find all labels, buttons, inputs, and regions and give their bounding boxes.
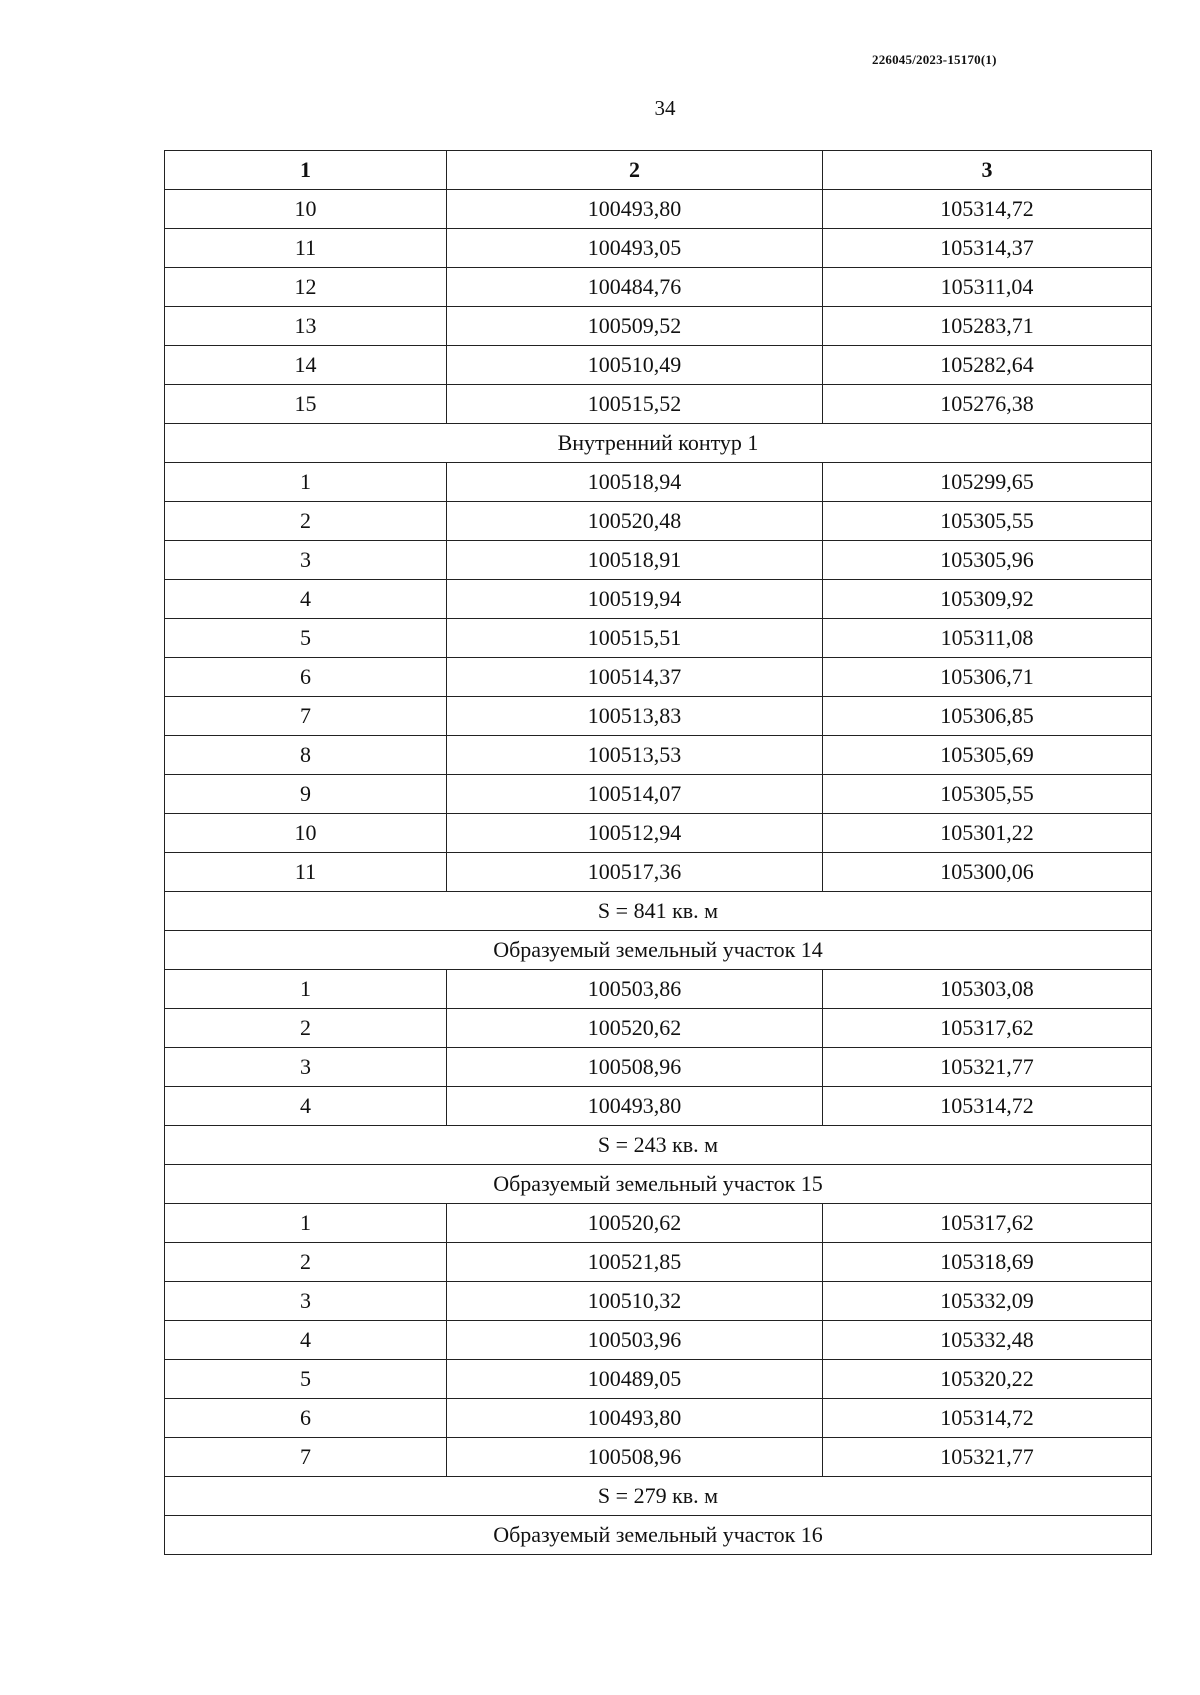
- table-row: [165, 385, 1152, 424]
- x-coordinate-cell: 100508,96: [447, 1438, 823, 1477]
- table-row: [165, 619, 1152, 658]
- table-row: [165, 1282, 1152, 1321]
- x-coordinate-cell: 100520,62: [447, 1204, 823, 1243]
- table-row: [165, 1204, 1152, 1243]
- table-row: [165, 853, 1152, 892]
- point-number-cell: 4: [165, 1321, 447, 1360]
- table-row: [165, 814, 1152, 853]
- point-number-cell: 3: [165, 1282, 447, 1321]
- y-coordinate-cell: 105309,92: [823, 580, 1152, 619]
- section-heading-row: [165, 1165, 1152, 1204]
- table-row: [165, 190, 1152, 229]
- y-coordinate-cell: 105305,69: [823, 736, 1152, 775]
- point-number-cell: 13: [165, 307, 447, 346]
- y-coordinate-cell: 105300,06: [823, 853, 1152, 892]
- x-coordinate-cell: 100510,32: [447, 1282, 823, 1321]
- x-coordinate-cell: 100493,80: [447, 190, 823, 229]
- x-coordinate-cell: 100489,05: [447, 1360, 823, 1399]
- y-coordinate-cell: 105283,71: [823, 307, 1152, 346]
- x-coordinate-cell: 100515,52: [447, 385, 823, 424]
- point-number-cell: 9: [165, 775, 447, 814]
- y-coordinate-cell: 105303,08: [823, 970, 1152, 1009]
- point-number-cell: 11: [165, 229, 447, 268]
- point-number-cell: 1: [165, 970, 447, 1009]
- x-coordinate-cell: 100493,80: [447, 1087, 823, 1126]
- y-coordinate-cell: 105332,09: [823, 1282, 1152, 1321]
- y-coordinate-cell: 105314,72: [823, 190, 1152, 229]
- y-coordinate-cell: 105317,62: [823, 1009, 1152, 1048]
- column-header-2: 2: [447, 151, 823, 190]
- point-number-cell: 10: [165, 814, 447, 853]
- section-heading: Образуемый земельный участок 16: [165, 1516, 1152, 1555]
- x-coordinate-cell: 100517,36: [447, 853, 823, 892]
- x-coordinate-cell: 100512,94: [447, 814, 823, 853]
- y-coordinate-cell: 105276,38: [823, 385, 1152, 424]
- x-coordinate-cell: 100484,76: [447, 268, 823, 307]
- table-row: [165, 580, 1152, 619]
- y-coordinate-cell: 105311,04: [823, 268, 1152, 307]
- point-number-cell: 8: [165, 736, 447, 775]
- area-value: S = 243 кв. м: [165, 1126, 1152, 1165]
- y-coordinate-cell: 105321,77: [823, 1438, 1152, 1477]
- x-coordinate-cell: 100520,62: [447, 1009, 823, 1048]
- point-number-cell: 2: [165, 1009, 447, 1048]
- area-row: [165, 1477, 1152, 1516]
- document-id: 226045/2023-15170(1): [872, 52, 997, 67]
- x-coordinate-cell: 100520,48: [447, 502, 823, 541]
- x-coordinate-cell: 100509,52: [447, 307, 823, 346]
- point-number-cell: 7: [165, 697, 447, 736]
- table-row: [165, 1438, 1152, 1477]
- point-number-cell: 2: [165, 502, 447, 541]
- section-heading-row: [165, 1516, 1152, 1555]
- x-coordinate-cell: 100493,05: [447, 229, 823, 268]
- point-number-cell: 4: [165, 580, 447, 619]
- y-coordinate-cell: 105314,72: [823, 1087, 1152, 1126]
- section-heading-row: [165, 931, 1152, 970]
- point-number-cell: 10: [165, 190, 447, 229]
- area-row: [165, 892, 1152, 931]
- table-row: [165, 1360, 1152, 1399]
- y-coordinate-cell: 105305,55: [823, 502, 1152, 541]
- coordinates-table: [164, 150, 1152, 1555]
- coordinates-table-body: [165, 190, 1152, 1555]
- x-coordinate-cell: 100508,96: [447, 1048, 823, 1087]
- table-row: [165, 775, 1152, 814]
- y-coordinate-cell: 105299,65: [823, 463, 1152, 502]
- x-coordinate-cell: 100514,07: [447, 775, 823, 814]
- point-number-cell: 2: [165, 1243, 447, 1282]
- x-coordinate-cell: 100514,37: [447, 658, 823, 697]
- table-row: [165, 1399, 1152, 1438]
- table-row: [165, 1243, 1152, 1282]
- table-row: [165, 268, 1152, 307]
- x-coordinate-cell: 100521,85: [447, 1243, 823, 1282]
- y-coordinate-cell: 105305,96: [823, 541, 1152, 580]
- point-number-cell: 3: [165, 541, 447, 580]
- table-row: [165, 697, 1152, 736]
- x-coordinate-cell: 100503,96: [447, 1321, 823, 1360]
- table-row: [165, 346, 1152, 385]
- point-number-cell: 7: [165, 1438, 447, 1477]
- x-coordinate-cell: 100510,49: [447, 346, 823, 385]
- y-coordinate-cell: 105320,22: [823, 1360, 1152, 1399]
- table-row: [165, 1321, 1152, 1360]
- table-row: [165, 970, 1152, 1009]
- section-heading: Образуемый земельный участок 14: [165, 931, 1152, 970]
- y-coordinate-cell: 105305,55: [823, 775, 1152, 814]
- point-number-cell: 11: [165, 853, 447, 892]
- y-coordinate-cell: 105301,22: [823, 814, 1152, 853]
- x-coordinate-cell: 100515,51: [447, 619, 823, 658]
- point-number-cell: 1: [165, 463, 447, 502]
- area-value: S = 841 кв. м: [165, 892, 1152, 931]
- table-row: [165, 307, 1152, 346]
- point-number-cell: 3: [165, 1048, 447, 1087]
- y-coordinate-cell: 105306,71: [823, 658, 1152, 697]
- page-number: 34: [654, 96, 676, 120]
- point-number-cell: 15: [165, 385, 447, 424]
- point-number-cell: 12: [165, 268, 447, 307]
- area-value: S = 279 кв. м: [165, 1477, 1152, 1516]
- table-row: [165, 1048, 1152, 1087]
- table-row: [165, 736, 1152, 775]
- section-heading: Внутренний контур 1: [165, 424, 1152, 463]
- x-coordinate-cell: 100518,94: [447, 463, 823, 502]
- area-row: [165, 1126, 1152, 1165]
- y-coordinate-cell: 105314,37: [823, 229, 1152, 268]
- column-header-3: 3: [823, 151, 1152, 190]
- y-coordinate-cell: 105282,64: [823, 346, 1152, 385]
- point-number-cell: 4: [165, 1087, 447, 1126]
- y-coordinate-cell: 105318,69: [823, 1243, 1152, 1282]
- y-coordinate-cell: 105306,85: [823, 697, 1152, 736]
- x-coordinate-cell: 100513,53: [447, 736, 823, 775]
- y-coordinate-cell: 105321,77: [823, 1048, 1152, 1087]
- section-heading-row: [165, 424, 1152, 463]
- y-coordinate-cell: 105332,48: [823, 1321, 1152, 1360]
- x-coordinate-cell: 100493,80: [447, 1399, 823, 1438]
- point-number-cell: 6: [165, 658, 447, 697]
- point-number-cell: 5: [165, 1360, 447, 1399]
- y-coordinate-cell: 105311,08: [823, 619, 1152, 658]
- x-coordinate-cell: 100518,91: [447, 541, 823, 580]
- x-coordinate-cell: 100519,94: [447, 580, 823, 619]
- x-coordinate-cell: 100513,83: [447, 697, 823, 736]
- table-row: [165, 1009, 1152, 1048]
- table-header-row: [165, 151, 1152, 190]
- point-number-cell: 14: [165, 346, 447, 385]
- table-row: [165, 502, 1152, 541]
- section-heading: Образуемый земельный участок 15: [165, 1165, 1152, 1204]
- point-number-cell: 6: [165, 1399, 447, 1438]
- table-row: [165, 1087, 1152, 1126]
- point-number-cell: 5: [165, 619, 447, 658]
- table-row: [165, 229, 1152, 268]
- point-number-cell: 1: [165, 1204, 447, 1243]
- table-row: [165, 541, 1152, 580]
- table-row: [165, 463, 1152, 502]
- x-coordinate-cell: 100503,86: [447, 970, 823, 1009]
- column-header-1: 1: [165, 151, 447, 190]
- y-coordinate-cell: 105317,62: [823, 1204, 1152, 1243]
- y-coordinate-cell: 105314,72: [823, 1399, 1152, 1438]
- table-row: [165, 658, 1152, 697]
